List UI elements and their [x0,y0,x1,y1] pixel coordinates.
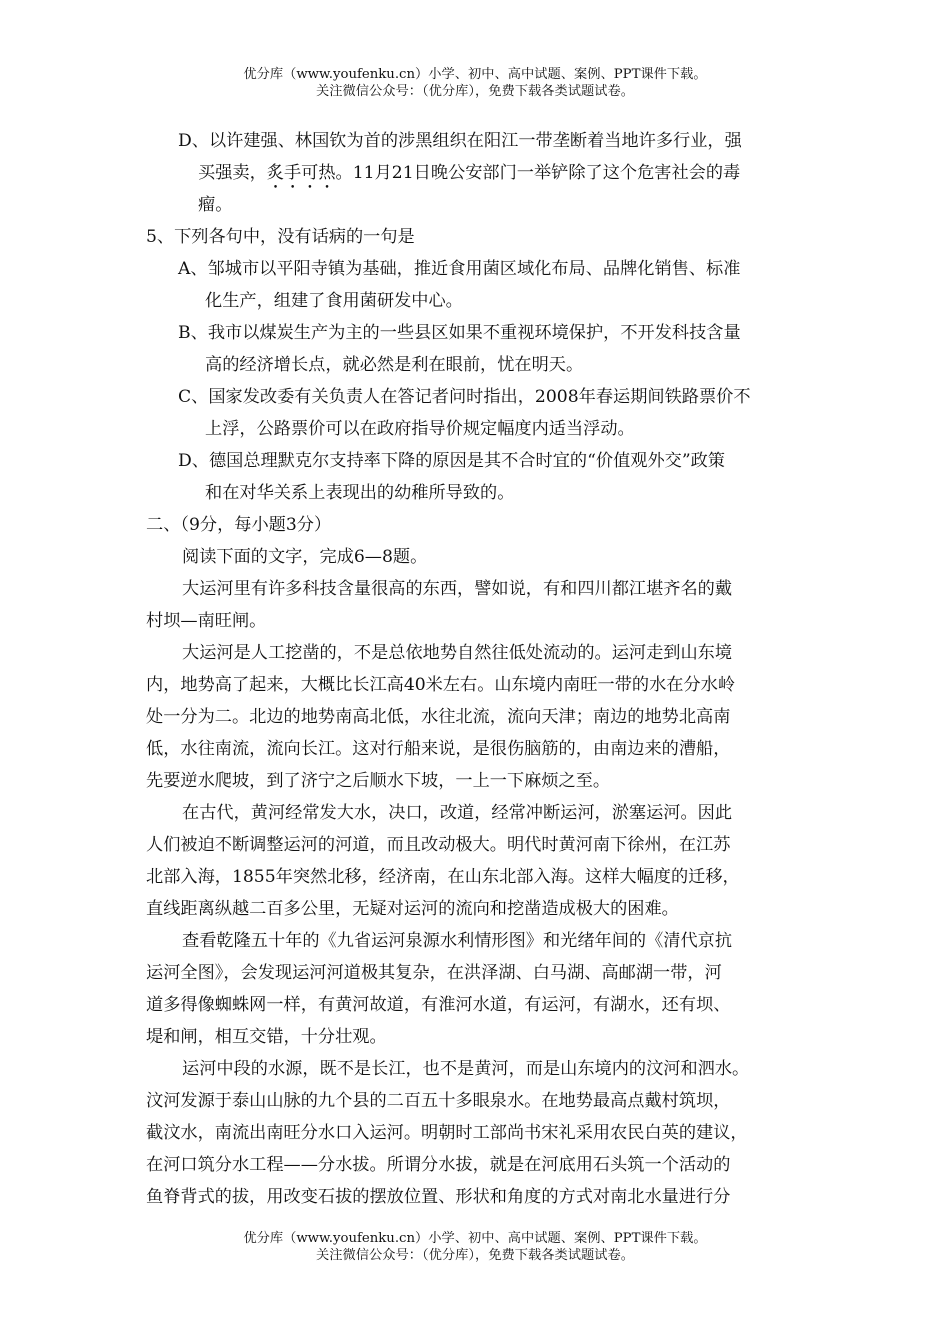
q5-option-a-line-2: 化生产，组建了食用菌研发中心。 [205,291,463,311]
passage-p3-line-1: 在古代，黄河经常发大水，决口，改道，经常冲断运河，淤塞运河。因此 [182,803,733,823]
q4-option-d-line-2 [198,158,740,193]
page-footer [0,1230,950,1264]
q5-option-a-line-1: A、邹城市以平阳寺镇为基础，推近食用菌区域化布局、品牌化销售、标准 [178,259,741,279]
passage-p5-line-3: 截汶水，南流出南旺分水口入运河。明朝时工部尚书宋礼采用农民白英的建议， [146,1123,748,1143]
q4-d-emphasized-phrase: 炙手可热 [266,163,336,183]
q5-option-c-line-1: C、国家发改委有关负责人在答记者问时指出，2008年春运期间铁路票价不 [178,387,751,407]
q5-option-b-line-2: 高的经济增长点，就必然是利在眼前，忧在明天。 [205,355,584,375]
passage-p2-line-3: 处一分为二。北边的地势南高北低，水往北流，流向天津；南边的地势北高南 [146,707,731,727]
section-2-title: 二、（9分，每小题3分） [146,515,332,535]
footer-line-1: 优分库（www.youfenku.cn）小学、初中、高中试题、案例、PPT课件下载。 [243,1231,707,1246]
footer-line-2: 关注微信公众号：（优分库），免费下载各类试题试卷。 [316,1248,634,1263]
passage-p3-line-2: 人们被迫不断调整运河的河道，而且改动极大。明代时黄河南下徐州，在江苏 [146,835,731,855]
passage-p5-line-1: 运河中段的水源，既不是长江，也不是黄河，而是山东境内的汶河和泗水。 [182,1059,750,1079]
q4-option-d-line-3: 瘤。 [198,195,233,215]
q5-option-d-line-1: D、德国总理默克尔支持率下降的原因是其不合时宜的“价值观外交”政策 [178,451,725,471]
passage-p5-line-5: 鱼脊背式的拔，用改变石拔的摆放位置、形状和角度的方式对南北水量进行分 [146,1187,731,1207]
passage-p2-line-4: 低，水往南流，流向长江。这对行船来说，是很伤脑筋的，由南边来的漕船， [146,739,731,759]
passage-p2-line-5: 先要逆水爬坡，到了济宁之后顺水下坡，一上一下麻烦之至。 [146,771,611,791]
q5-option-d-line-2: 和在对华关系上表现出的幼稚所导致的。 [205,483,515,503]
passage-p3-line-4: 直线距离纵越二百多公里，无疑对运河的流向和挖凿造成极大的困难。 [146,899,679,919]
header-line-2: 关注微信公众号：（优分库），免费下载各类试题试卷。 [316,84,634,99]
q5-option-b-line-1: B、我市以煤炭生产为主的一些县区如果不重视环境保护，不开发科技含量 [178,323,741,343]
passage-p5-line-2: 汶河发源于泰山山脉的九个县的二百五十多眼泉水。在地势最高点戴村筑坝， [146,1091,731,1111]
header-line-1: 优分库（www.youfenku.cn）小学、初中、高中试题、案例、PPT课件下载。 [243,67,707,82]
passage-p3-line-3: 北部入海，1855年突然北移，经济南，在山东北部入海。这样大幅度的迁移， [146,867,740,887]
section-2-instruction: 阅读下面的文字，完成6—8题。 [182,547,428,567]
passage-p4-line-3: 道多得像蜘蛛网一样，有黄河故道，有淮河水道，有运河，有湖水，还有坝、 [146,995,731,1015]
passage-p1-line-1: 大运河里有许多科技含量很高的东西，譬如说，有和四川都江堪齐名的戴 [182,579,733,599]
q5-stem: 5、下列各句中，没有话病的一句是 [146,227,415,247]
passage-p2-line-1: 大运河是人工挖凿的，不是总依地势自然往低处流动的。运河走到山东境 [182,643,733,663]
q4-option-d-line-1: D、以许建强、林国钦为首的涉黑组织在阳江一带垄断着当地许多行业，强 [178,131,742,151]
passage-p4-line-2: 运河全图》，会发现运河河道极其复杂，在洪泽湖、白马湖、高邮湖一带，河 [146,963,722,983]
passage-p5-line-4: 在河口筑分水工程——分水拔。所谓分水拔，就是在河底用石头筑一个活动的 [146,1155,731,1175]
q4-d-text-pre: 买强卖， [198,163,267,183]
passage-p2-line-2: 内，地势高了起来，大概比长江高40米左右。山东境内南旺一带的水在分水岭 [146,675,736,695]
q5-option-c-line-2: 上浮，公路票价可以在政府指导价规定幅度内适当浮动。 [205,419,635,439]
passage-p4-line-4: 堤和闸，相互交错，十分壮观。 [146,1027,387,1047]
page-header [0,66,950,100]
q4-d-text-post: 。11月21日晚公安部门一举铲除了这个危害社会的毒 [335,163,741,183]
passage-p1-line-2: 村坝—南旺闸。 [146,611,267,631]
passage-p4-line-1: 查看乾隆五十年的《九省运河泉源水利情形图》和光绪年间的《清代京抗 [182,931,733,951]
